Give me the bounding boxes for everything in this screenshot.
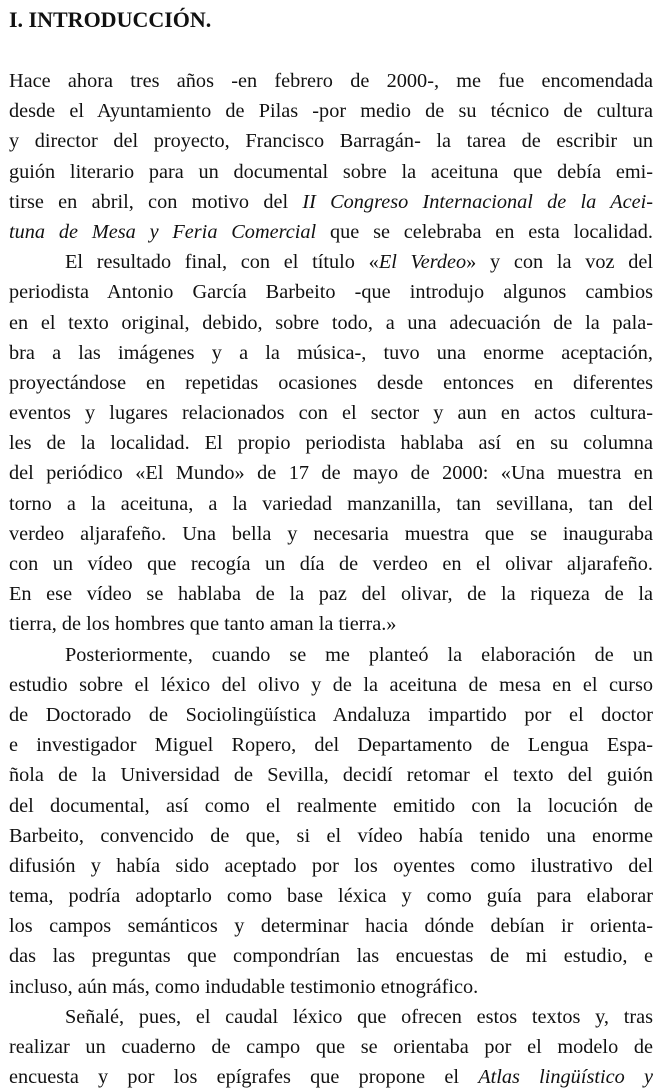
text-line: del documental, así como el realmente emitido con la locución de (9, 794, 653, 817)
text-line: torno a la aceituna, a la variedad manzanilla, tan sevillana, tan del (9, 492, 653, 515)
text-line: periodista Antonio García Barbeito -que introdujo algunos cambios (9, 281, 653, 304)
text-line: Señalé, pues, el caudal léxico que ofrecen estos textos y, tras (65, 1005, 653, 1028)
text-line: bra a las imágenes y a la música-, tuvo una enorme aceptación, (9, 341, 653, 364)
text-line: de Doctorado de Sociolingüística Andaluza impartido por el doctor (9, 703, 653, 726)
text-line: difusión y había sido aceptado por los oyentes como ilustrativo del (9, 854, 653, 877)
text-line: incluso, aún más, como indudable testimonio etnográfico. (9, 975, 479, 998)
text-line: les de la localidad. El propio periodista hablaba así en su columna (9, 432, 653, 455)
text-line: realizar un cuaderno de campo que se orientaba por el modelo de (9, 1036, 653, 1058)
paragraph-1 (9, 66, 653, 247)
text-line: del periódico «El Mundo» de 17 de mayo de 2000: «Una muestra en (9, 462, 653, 485)
text-line: eventos y lugares relacionados con el sector y aun en actos cultura- (9, 402, 653, 425)
text-line: En ese vídeo se hablaba de la paz del olivar, de la riqueza de la (9, 583, 653, 606)
text-line: en el texto original, debido, sobre todo, a una adecuación de la pala- (9, 311, 653, 334)
paragraph-4 (9, 1002, 653, 1092)
heading-spacer (9, 34, 653, 66)
paragraph-2 (9, 247, 653, 639)
paragraph-3 (9, 640, 653, 1002)
text-line: e investigador Miguel Ropero, del Departamento de Lengua Espa- (9, 734, 653, 757)
text-line: y director del proyecto, Francisco Barragán- la tarea de escribir un (9, 130, 653, 153)
text-line: ñola de la Universidad de Sevilla, decidí retomar el texto del guión (9, 764, 653, 787)
text-line: estudio sobre el léxico del olivo y de la aceituna de mesa en el curso (9, 673, 653, 696)
text-line: encuesta y por los epígrafes que propone el Atlas lingüístico y (9, 1066, 653, 1089)
text-line: Posteriormente, cuando se me planteó la elaboración de un (65, 643, 653, 666)
text-line: guión literario para un documental sobre la aceituna que debía emi- (9, 160, 653, 183)
section-heading: I. INTRODUCCIÓN. (9, 7, 212, 32)
text-line: tuna de Mesa y Feria Comercial que se celebraba en esta localidad. (9, 220, 653, 243)
text-line: Hace ahora tres años -en febrero de 2000-, me fue encomendada (9, 70, 653, 92)
text-line: proyectándose en repetidas ocasiones desde entonces en diferentes (9, 371, 653, 394)
text-line: desde el Ayuntamiento de Pilas -por medio de su técnico de cultura (9, 100, 653, 123)
text-line: Barbeito, convencido de que, si el vídeo había tenido una enorme (9, 824, 653, 847)
document-page (9, 6, 653, 1092)
text-line: tirse en abril, con motivo del II Congreso Internacional de la Acei- (9, 190, 653, 213)
text-line: das las preguntas que compondrían las encuestas de mi estudio, e (9, 945, 653, 968)
text-line: tema, podría adoptarlo como base léxica y como guía para elaborar (9, 885, 653, 908)
text-line: El resultado final, con el título «El Verdeo» y con la voz del (65, 251, 653, 274)
text-line: con un vídeo que recogía un día de verdeo en el olivar aljarafeño. (9, 553, 653, 575)
text-line: verdeo aljarafeño. Una bella y necesaria muestra que se inauguraba (9, 522, 653, 545)
text-line: los campos semánticos y determinar hacia dónde debían ir orienta- (9, 915, 653, 938)
text-line: tierra, de los hombres que tanto aman la tierra.» (9, 613, 397, 636)
